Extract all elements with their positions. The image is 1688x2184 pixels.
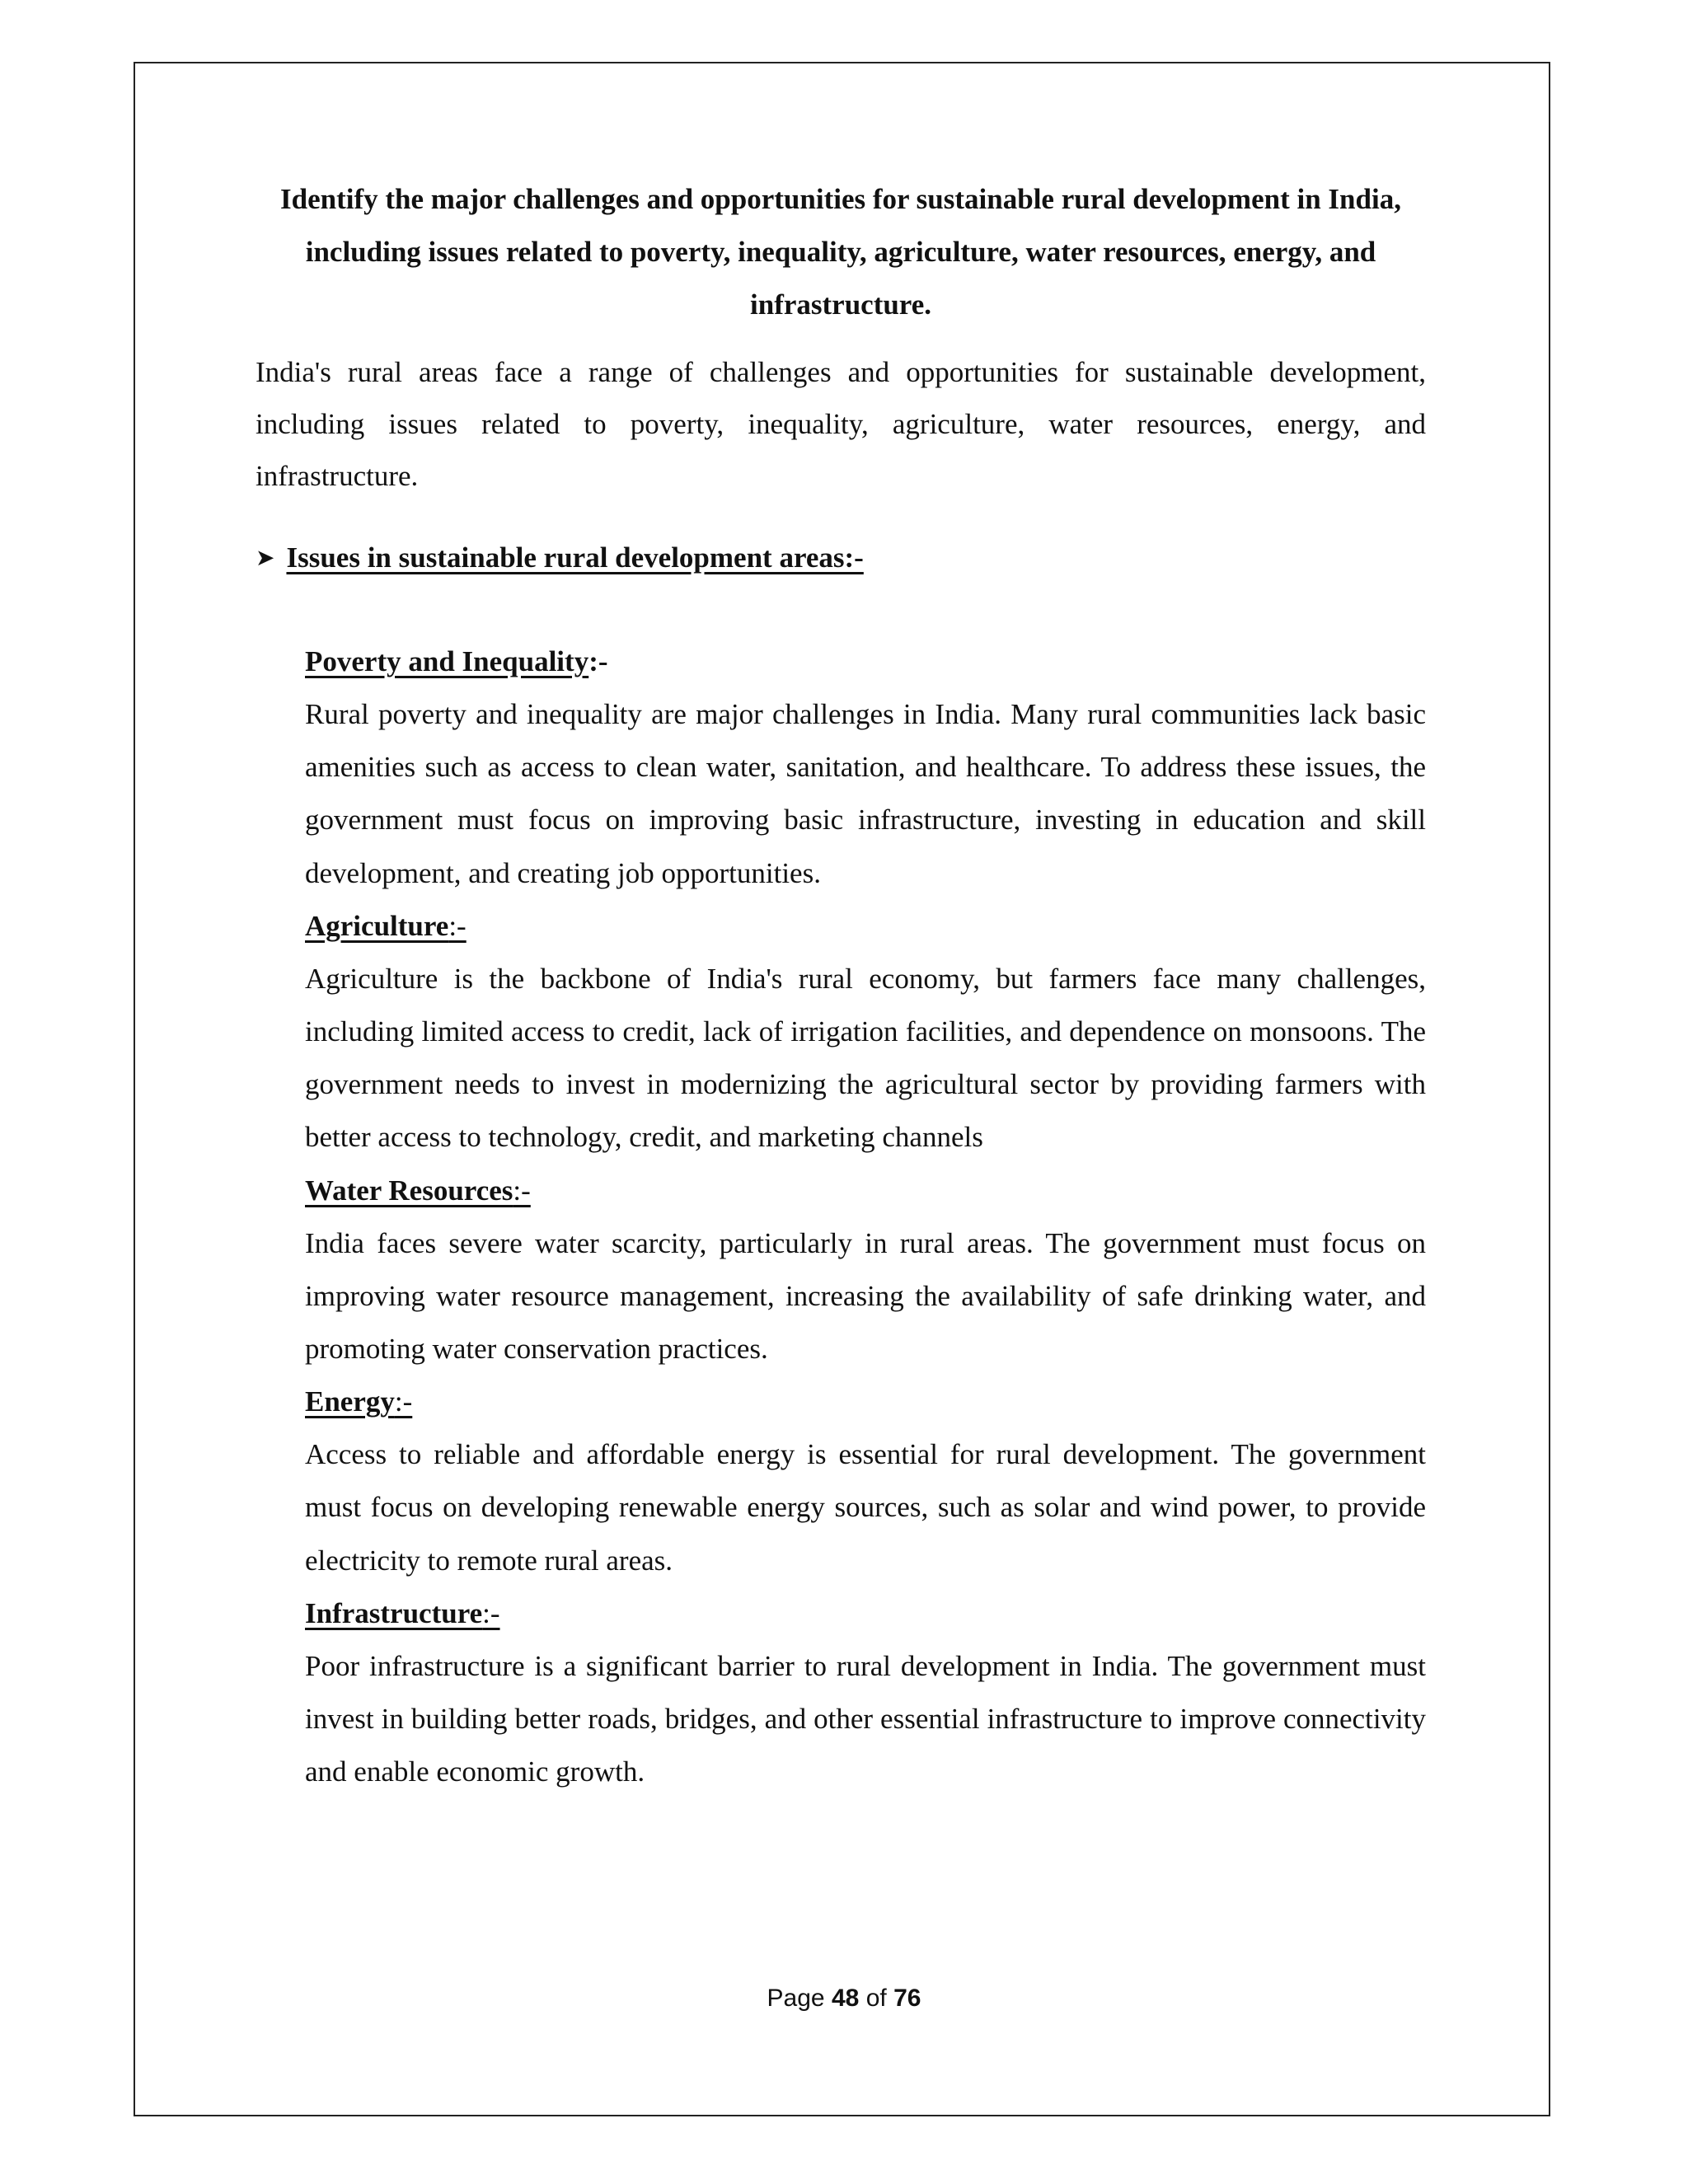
section-agriculture — [305, 900, 1426, 1165]
section-body: India faces severe water scarcity, particularly in rural areas. The government must focus on improving water resource management, increasing the availability of safe drinking water, and promoting water conservation practices. — [305, 1226, 1426, 1366]
section-water-resources — [305, 1165, 1426, 1376]
section-heading — [305, 900, 1426, 953]
section-heading — [305, 1376, 1426, 1428]
section-heading-name: Infrastructure — [305, 1596, 483, 1629]
document-title: Identify the major challenges and opportunities for sustainable rural development in India, including issues related to poverty, inequality, agriculture, water resources, energy, and infrastructure. — [280, 183, 1401, 321]
section-heading-suffix: :- — [588, 645, 608, 677]
section-heading-name: Energy — [305, 1385, 395, 1418]
section-poverty-inequality — [305, 635, 1426, 900]
arrow-bullet-icon: ➤ — [256, 544, 275, 571]
section-heading-name: Agriculture — [305, 909, 449, 942]
section-heading-suffix: :- — [513, 1174, 531, 1207]
section-heading-suffix: :- — [394, 1385, 413, 1418]
section-heading — [305, 1165, 1426, 1217]
section-body: Poor infrastructure is a significant barrier to rural development in India. The government must invest in building better roads, bridges, and other essential infrastructure to improve connectivity and enable economic growth. — [305, 1649, 1426, 1788]
section-heading — [305, 1587, 1426, 1640]
section-heading-name: Water Resources — [305, 1174, 513, 1207]
issues-heading — [256, 532, 1426, 583]
section-heading — [305, 635, 1426, 688]
section-heading-suffix: :- — [482, 1596, 500, 1629]
section-body: Rural poverty and inequality are major challenges in India. Many rural communities lack basic amenities such as access to clean water, sanitation, and healthcare. To address these issues, the government must focus on improving basic infrastructure, investing in education and skill development, and creating job opportunities. — [305, 698, 1426, 889]
section-body: Agriculture is the backbone of India's rural economy, but farmers face many challenges, including limited access to credit, lack of irrigation facilities, and dependence on monsoons. The government needs to invest in modernizing the agricultural sector by providing farmers with better access to technology, credit, and marketing channels — [305, 962, 1426, 1154]
page-footer — [0, 1985, 1688, 2013]
issues-heading-text: Issues in sustainable rural development areas:- — [286, 541, 864, 574]
footer-total-pages: 76 — [893, 1985, 921, 2012]
section-body: Access to reliable and affordable energy is essential for rural development. The government must focus on developing renewable energy sources, such as solar and wind power, to provide electricity to remote rural areas. — [305, 1438, 1426, 1577]
footer-of-word: of — [865, 1985, 887, 2012]
section-infrastructure — [305, 1587, 1426, 1799]
document-content — [256, 173, 1426, 1798]
footer-current-page: 48 — [831, 1985, 860, 2012]
section-heading-suffix: :- — [448, 909, 467, 942]
intro-paragraph: India's rural areas face a range of challenges and opportunities for sustainable development, including issues related to poverty, inequality, agriculture, water resources, energy, and infrastructure. — [256, 356, 1426, 492]
section-energy — [305, 1376, 1426, 1587]
section-heading-name: Poverty and Inequality — [305, 645, 589, 677]
footer-page-word: Page — [767, 1985, 825, 2012]
